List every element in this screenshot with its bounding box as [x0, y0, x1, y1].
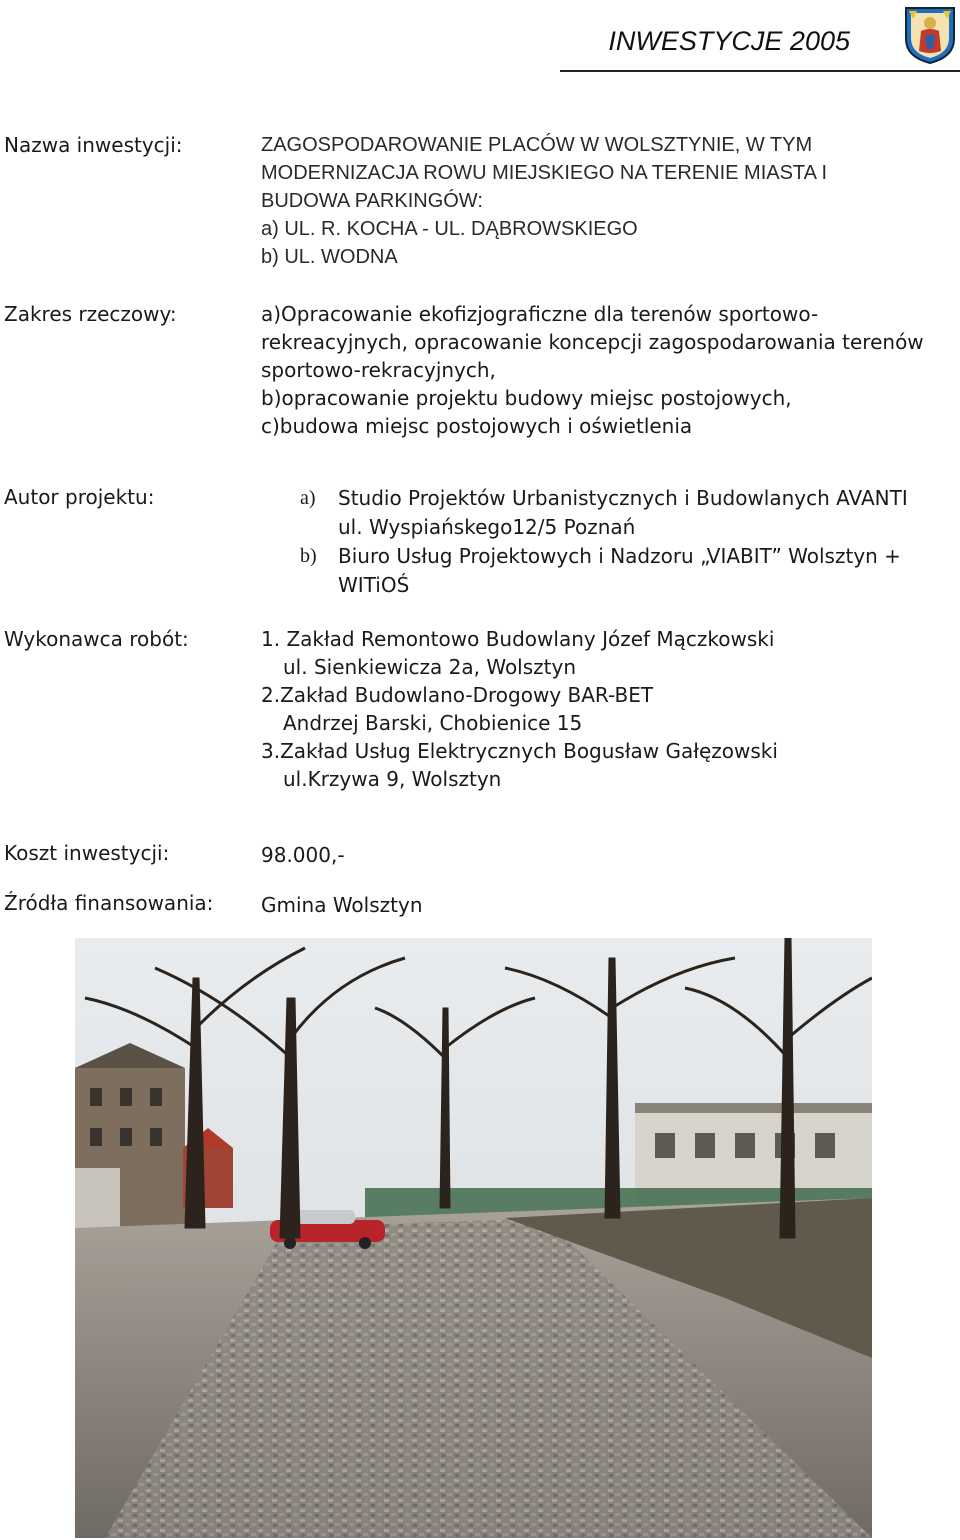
contractor-label: Wykonawca robót: [4, 627, 189, 651]
cost-label: Koszt inwestycji: [4, 841, 170, 865]
cost-value: 98.000,- [261, 843, 345, 867]
investment-name-line: a) UL. R. KOCHA - UL. DĄBROWSKIEGO [261, 218, 638, 240]
scope-label: Zakres rzeczowy: [4, 302, 177, 326]
investment-name-value [261, 131, 827, 271]
contractor-line: Andrzej Barski, Chobienice 15 [283, 711, 583, 735]
header-divider [560, 70, 960, 72]
contractor-line: 3.Zakład Usług Elektrycznych Bogusław Gałęzowski [261, 739, 778, 763]
investment-name-line: ZAGOSPODAROWANIE PLACÓW W WOLSZTYNIE, W TYM [261, 134, 813, 156]
author-list [300, 484, 908, 600]
author-item-marker: a) [300, 487, 316, 509]
scope-value [261, 300, 924, 440]
author-item [300, 484, 908, 542]
page-title: INWESTYCJE 2005 [608, 26, 850, 56]
scope-line: a)Opracowanie ekofizjograficzne dla terenów sportowo- [261, 302, 819, 326]
site-photo [75, 938, 872, 1538]
contractor-line: ul. Sienkiewicza 2a, Wolsztyn [283, 655, 577, 679]
author-item-marker: b) [300, 545, 317, 567]
scope-line: rekreacyjnych, opracowanie koncepcji zagospodarowania terenów [261, 330, 924, 354]
scope-line: b)opracowanie projektu budowy miejsc postojowych, [261, 386, 792, 410]
author-item-line: ul. Wyspiańskego12/5 Poznań [338, 515, 636, 539]
author-item [300, 542, 908, 600]
funding-label: Źródła finansowania: [4, 891, 214, 915]
coat-of-arms-icon [903, 5, 957, 65]
investment-name-line: b) UL. WODNA [261, 246, 398, 268]
scope-line: c)budowa miejsc postojowych i oświetlenia [261, 414, 693, 438]
investment-name-line: MODERNIZACJA ROWU MIEJSKIEGO NA TERENIE MIASTA I [261, 162, 828, 184]
contractor-line: 2.Zakład Budowlano-Drogowy BAR-BET [261, 683, 654, 707]
investment-name-line: BUDOWA PARKINGÓW: [261, 190, 483, 212]
author-item-line: Biuro Usług Projektowych i Nadzoru „VIABIT” Wolsztyn + [338, 544, 901, 568]
investment-name-label: Nazwa inwestycji: [4, 133, 183, 157]
scope-line: sportowo-rekracyjnych, [261, 358, 496, 382]
funding-value: Gmina Wolsztyn [261, 893, 423, 917]
author-item-line: Studio Projektów Urbanistycznych i Budowlanych AVANTI [338, 486, 908, 510]
contractor-line: ul.Krzywa 9, Wolsztyn [283, 767, 502, 791]
contractor-line: 1. Zakład Remontowo Budowlany Józef Mączkowski [261, 627, 775, 651]
author-label: Autor projektu: [4, 485, 155, 509]
contractor-value [261, 625, 778, 793]
author-item-line: WITiOŚ [338, 573, 410, 597]
